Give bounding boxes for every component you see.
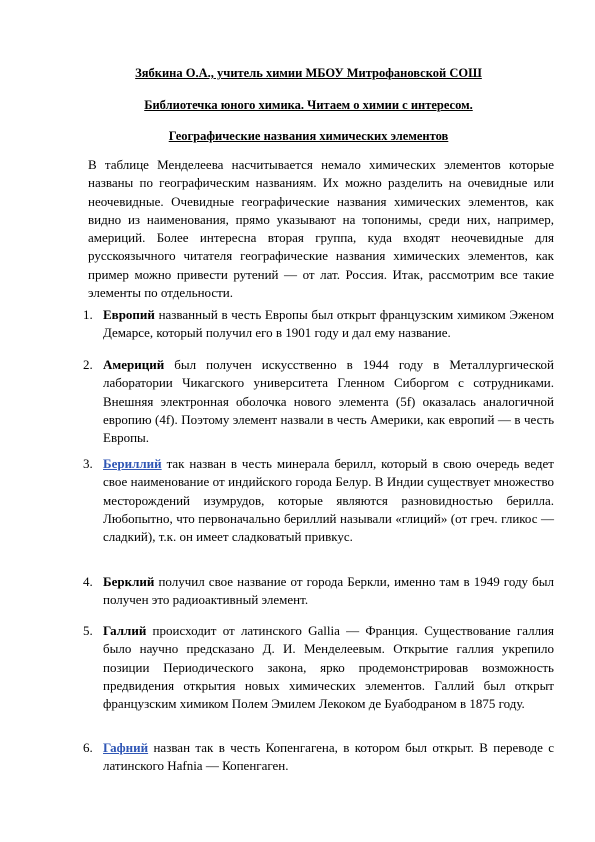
list-item xyxy=(83,306,554,343)
list-item-number: 6. xyxy=(83,740,93,755)
element-description: происходит от латинского Gallia — Франция. Существование галлия было научно предсказано Д. И. Менделеевым. Открытие галлия укрепило позиции Периодического закона, ярко продемонстрировав возможность предвидения открытия новых химических элементов. Галлий был открыт французским химиком Полем Эмилем Лекоком де Буабодраном в 1875 году. xyxy=(103,623,554,712)
element-description: получил свое название от города Беркли, именно там в 1949 году был получен это радиоактивный элемент. xyxy=(103,574,554,608)
list-item-number: 1. xyxy=(83,307,93,322)
element-description: названный в честь Европы был открыт французским химиком Эженом Демарсе, который получил его в 1901 году и дал ему название. xyxy=(103,307,554,341)
list-item xyxy=(83,356,554,447)
article-title: Географические названия химических элементов xyxy=(168,129,449,143)
list-item xyxy=(83,739,554,776)
list-item-text xyxy=(103,356,554,447)
list-item xyxy=(83,622,554,713)
intro-paragraph: В таблице Менделеева насчитывается немало химических элементов которые названы по географическим названиям. Их можно разделить на очевидные или неочевидные. Очевидные географические названия химических элементов, как видно из наименования, прямо указывают на топонимы, среди них, например, америций. Более интересна вторая группа, куда входят неочевидные для русскоязычного читателя географические названия химических элементов, как пример можно привести рутений — от лат. Россия. Итак, рассмотрим все такие элементы по отдельности. xyxy=(88,157,554,301)
list-item-text xyxy=(103,573,554,610)
series-title: Библиотечка юного химика. Читаем о химии с интересом. xyxy=(144,98,473,112)
list-item xyxy=(83,455,554,546)
list-item-number: 4. xyxy=(83,574,93,589)
list-item-number: 5. xyxy=(83,623,93,638)
list-item-text xyxy=(103,306,554,343)
list-item-number: 2. xyxy=(83,357,93,372)
element-term-link[interactable]: Бериллий xyxy=(103,456,162,471)
element-description: так назван в честь минерала берилл, который в свою очередь ведет свое наименование от индийского города Белур. В Индии существует множество месторождений изумрудов, которые являются разновидностью берилла. Любопытно, что первоначально бериллий называли «глиций» (от греч. гликос — сладкий), т.к. он имеет сладковатый привкус. xyxy=(103,456,554,545)
element-description: назван так в честь Копенгагена, в котором был открыт. В переводе с латинского Hafnia — Копенгаген. xyxy=(103,740,554,774)
list-item-text xyxy=(103,455,554,546)
list-item-number: 3. xyxy=(83,456,93,471)
element-term: Галлий xyxy=(103,623,147,638)
list-item-text xyxy=(103,739,554,776)
list-item-text xyxy=(103,622,554,713)
element-description: был получен искусственно в 1944 году в Металлургической лаборатории Чикагского университета Гленном Сиборгом с сотрудниками. Внешняя электронная оболочка нового элемента (5f) оказалась аналогичной европию (4f). Поэтому элемент назвали в честь Америки, как европий — в честь Европы. xyxy=(103,357,554,446)
element-term: Европий xyxy=(103,307,155,322)
element-term: Америций xyxy=(103,357,165,372)
list-item xyxy=(83,573,554,610)
element-term-link[interactable]: Гафний xyxy=(103,740,149,755)
author-line: Зябкина О.А., учитель химии МБОУ Митрофановской СОШ xyxy=(135,66,482,80)
element-term: Берклий xyxy=(103,574,155,589)
